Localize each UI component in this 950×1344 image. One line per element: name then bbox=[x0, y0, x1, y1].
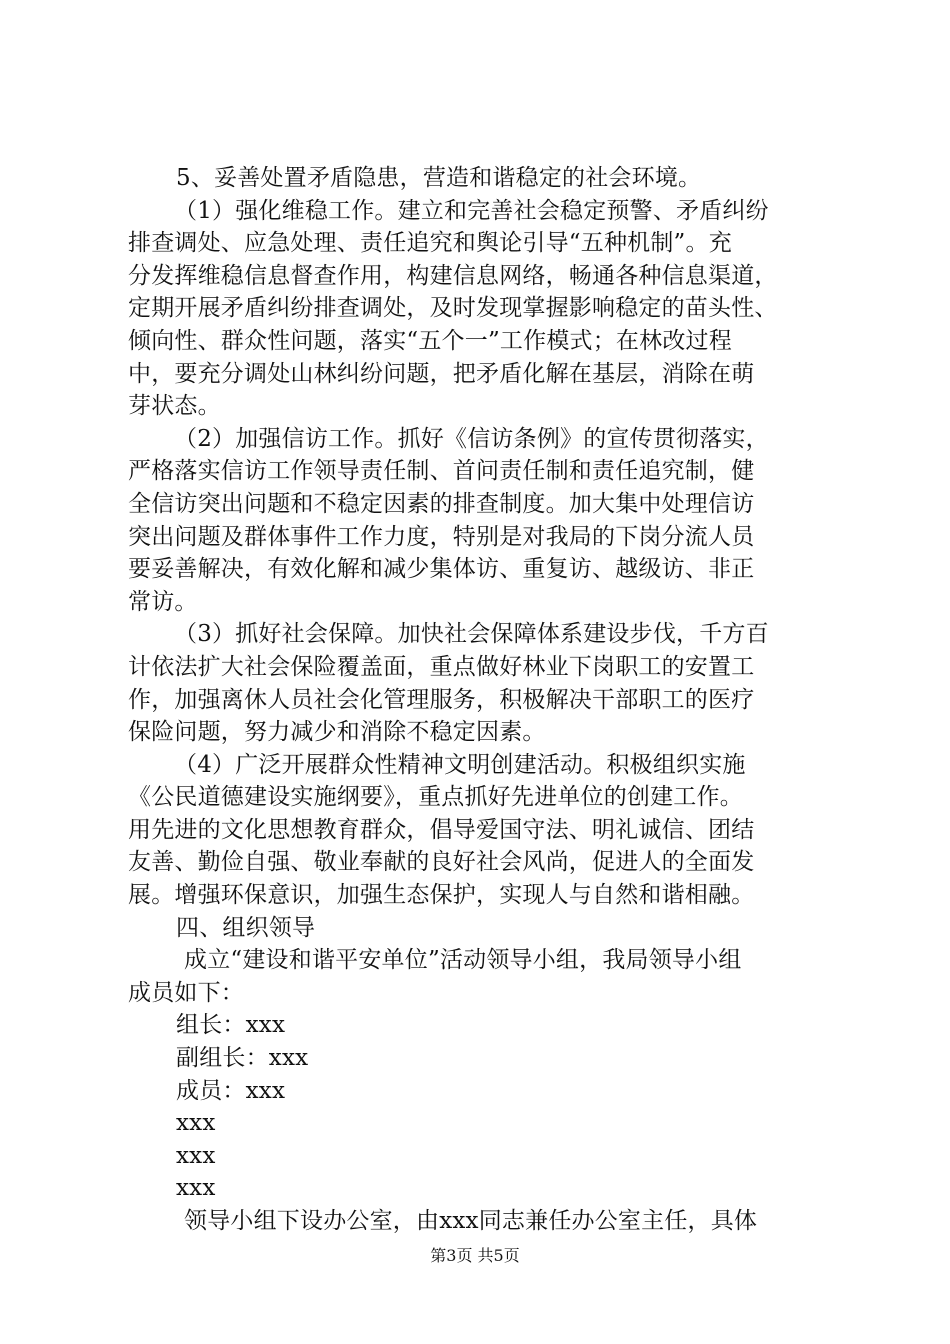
paragraph-line: 全信访突出问题和不稳定因素的排查制度。加大集中处理信访 bbox=[128, 490, 755, 517]
paragraph-line: 保险问题，努力减少和消除不稳定因素。 bbox=[128, 719, 546, 746]
paragraph-line: 成员如下： bbox=[128, 979, 244, 1006]
paragraph-line: 突出问题及群体事件工作力度，特别是对我局的下岗分流人员 bbox=[128, 523, 755, 550]
member-line: xxx bbox=[176, 1110, 216, 1137]
paragraph-line: 领导小组下设办公室，由xxx同志兼任办公室主任，具体 bbox=[184, 1208, 758, 1234]
paragraph-line: 计依法扩大社会保险覆盖面，重点做好林业下岗职工的安置工 bbox=[128, 653, 755, 680]
paragraph-line: 友善、勤俭自强、敬业奉献的良好社会风尚，促进人的全面发 bbox=[128, 849, 755, 876]
paragraph-line: 《公民道德建设实施纲要》，重点抓好先进单位的创建工作。 bbox=[128, 784, 743, 811]
paragraph-line: 要妥善解决，有效化解和减少集体访、重复访、越级访、非正 bbox=[128, 556, 755, 583]
paragraph-line: 用先进的文化思想教育群众，倡导爱国守法、明礼诚信、团结 bbox=[128, 816, 755, 843]
member-line: xxx bbox=[176, 1175, 216, 1202]
paragraph-line: 定期开展矛盾纠纷排查调处，及时发现掌握影响稳定的苗头性、 bbox=[128, 295, 778, 322]
paragraph-line: 芽状态。 bbox=[128, 393, 221, 420]
member-line: 副组长：xxx bbox=[176, 1045, 309, 1072]
paragraph-line: 严格落实信访工作领导责任制、首问责任制和责任追究制，健 bbox=[128, 458, 755, 485]
paragraph-line: 分发挥维稳信息督查作用，构建信息网络，畅通各种信息渠道， bbox=[128, 262, 778, 289]
member-line: xxx bbox=[176, 1142, 216, 1169]
document-body bbox=[128, 162, 828, 1238]
page-footer: 第3页 共5页 bbox=[430, 1246, 520, 1265]
paragraph-line: 展。增强环保意识，加强生态保护，实现人与自然和谐相融。 bbox=[128, 882, 755, 909]
paragraph-line: （2）加强信访工作。抓好《信访条例》的宣传贯彻落实， bbox=[174, 425, 769, 452]
member-line: 组长：xxx bbox=[176, 1012, 286, 1039]
section-heading: 四、组织领导 bbox=[176, 914, 316, 941]
member-line: 成员：xxx bbox=[176, 1077, 286, 1104]
paragraph-line: 常访。 bbox=[128, 588, 198, 615]
paragraph-line: （4）广泛开展群众性精神文明创建活动。积极组织实施 bbox=[174, 751, 746, 778]
paragraph-line: （1）强化维稳工作。建立和完善社会稳定预警、矛盾纠纷 bbox=[174, 197, 769, 224]
paragraph-line: 中，要充分调处山林纠纷问题，把矛盾化解在基层，消除在萌 bbox=[128, 360, 755, 387]
paragraph-line: （3）抓好社会保障。加快社会保障体系建设步伐，千方百 bbox=[174, 621, 769, 648]
paragraph-line: 倾向性、群众性问题，落实“五个一”工作模式；在林改过程 bbox=[128, 327, 732, 354]
section-heading: 5、妥善处置矛盾隐患，营造和谐稳定的社会环境。 bbox=[176, 165, 702, 191]
paragraph-line: 排查调处、应急处理、责任追究和舆论引导“五种机制”。充 bbox=[128, 230, 732, 257]
paragraph-line: 作，加强离休人员社会化管理服务，积极解决干部职工的医疗 bbox=[128, 686, 755, 713]
paragraph-line: 成立“建设和谐平安单位”活动领导小组，我局领导小组 bbox=[184, 947, 742, 974]
